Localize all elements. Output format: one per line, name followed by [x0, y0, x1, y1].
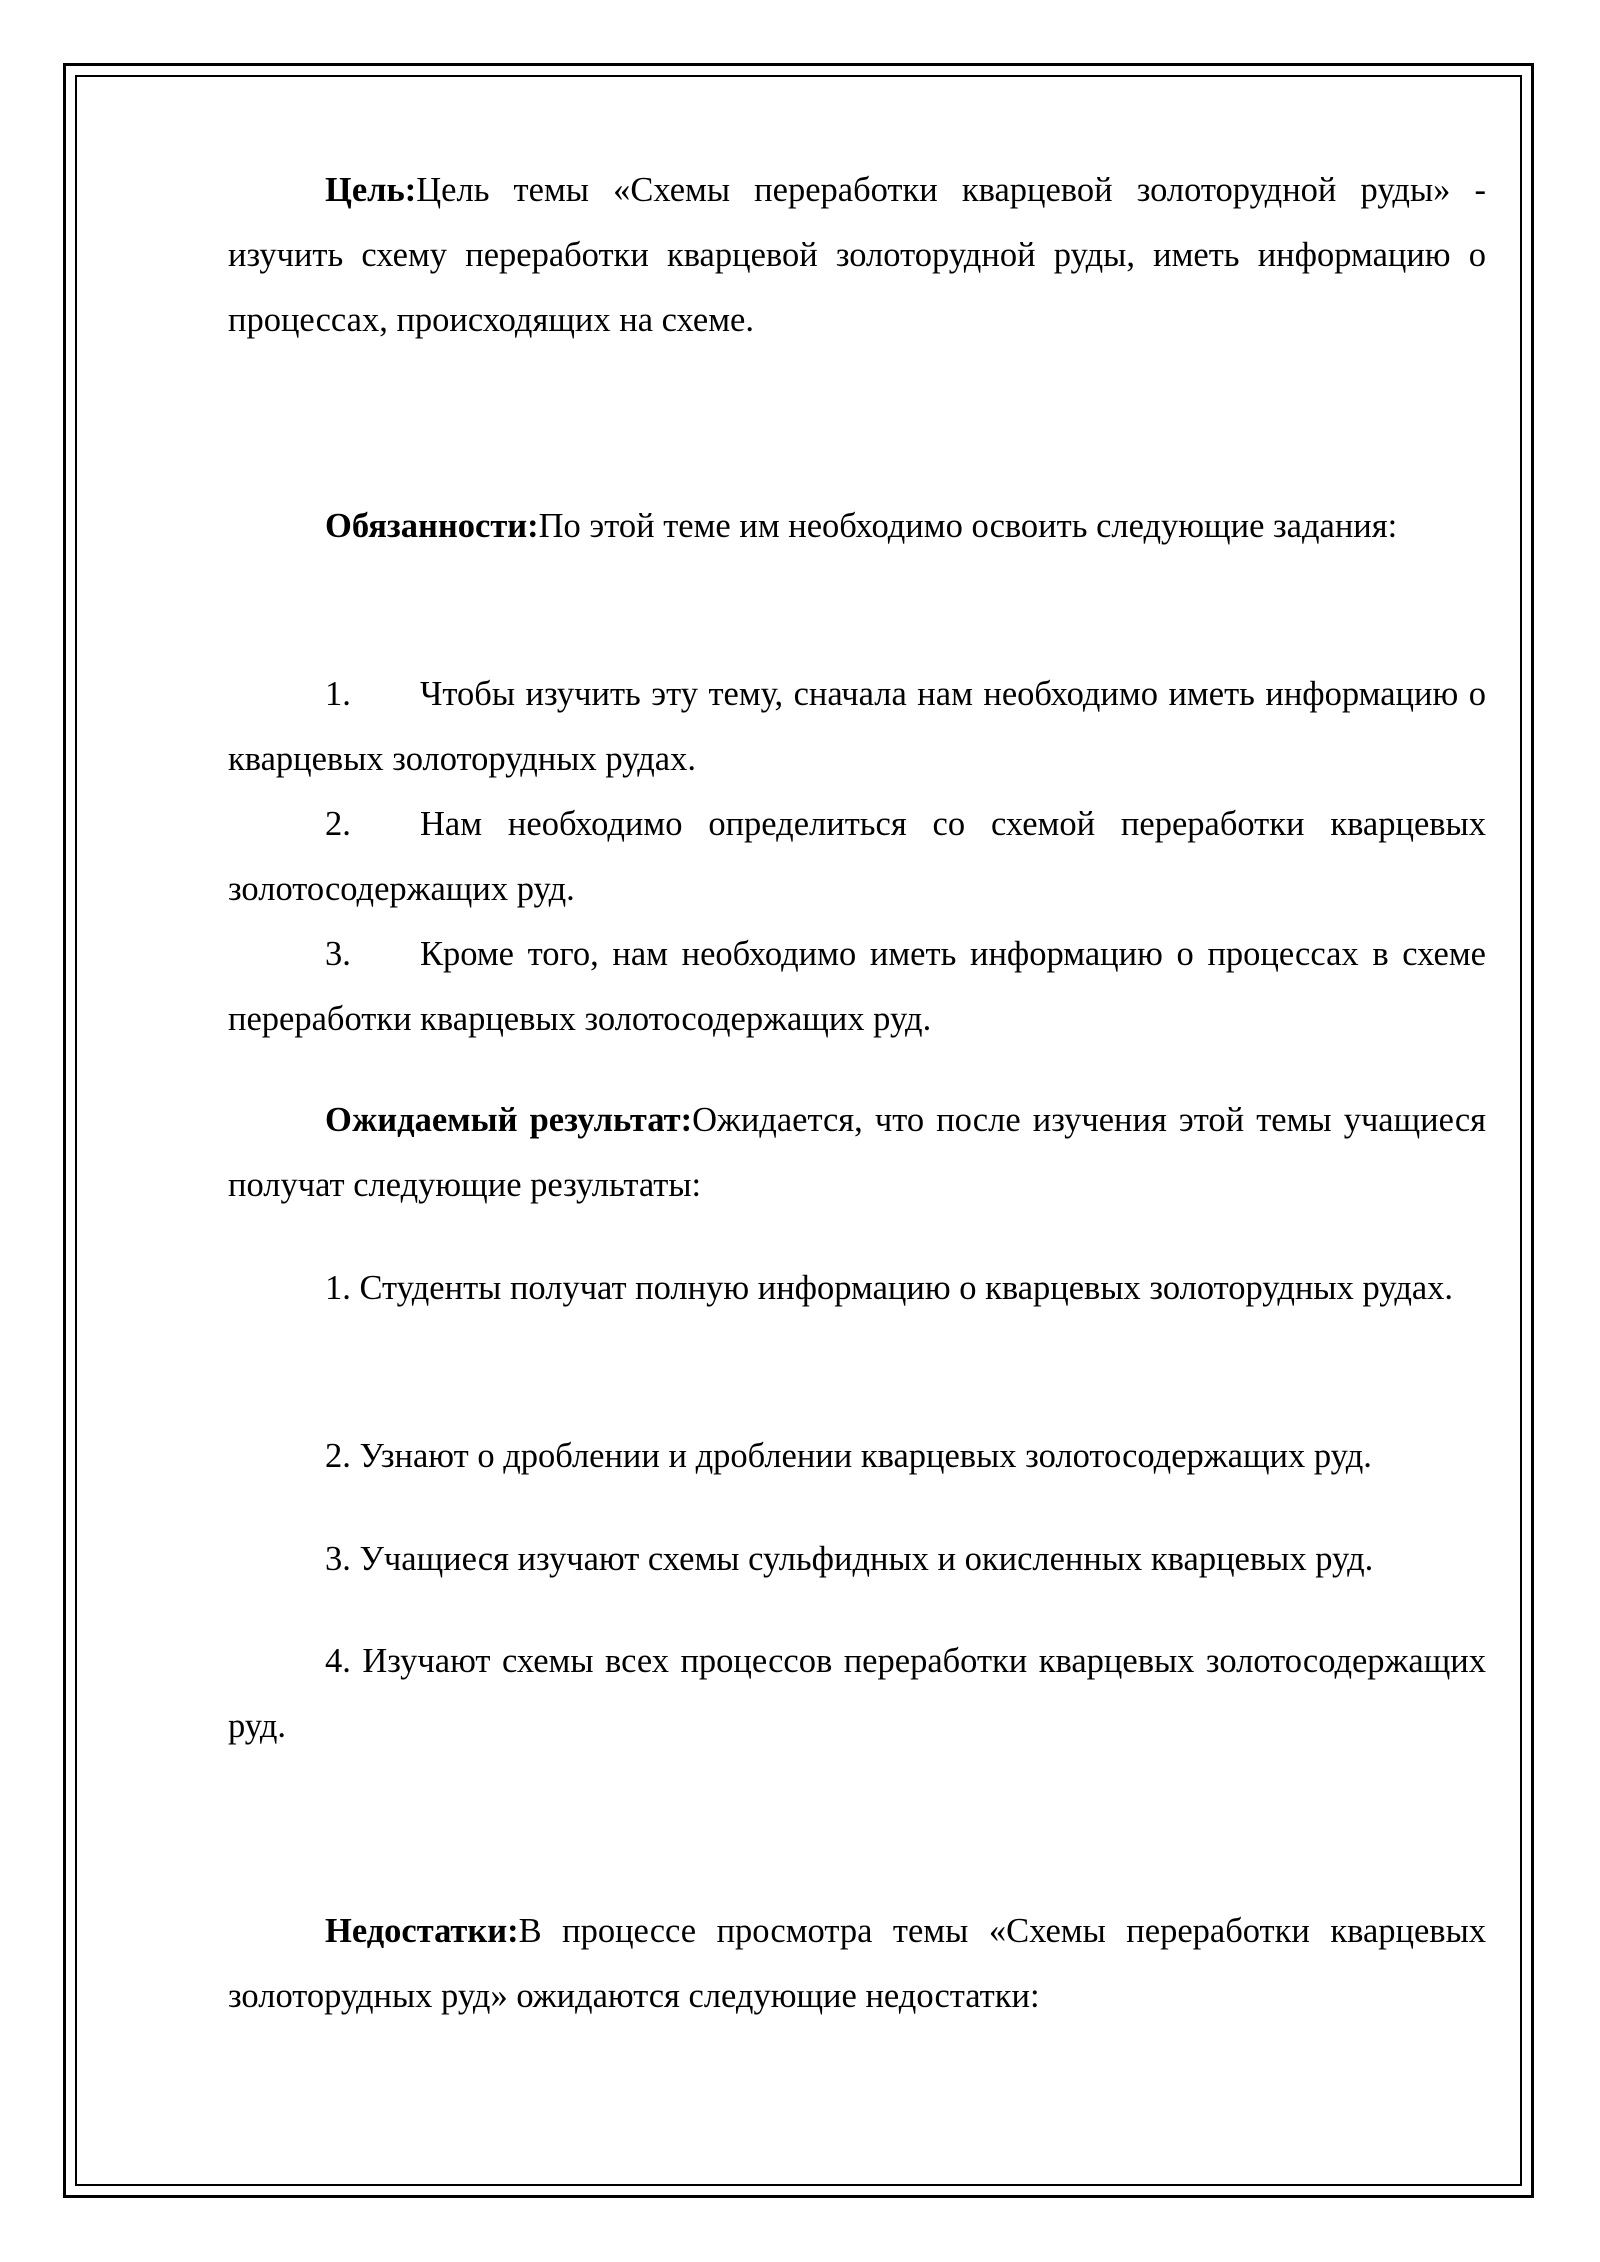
duties-item-number: 2. [325, 805, 351, 843]
goal-paragraph [228, 158, 1486, 353]
expected-item-3: 3. Учащиеся изучают схемы сульфидных и окисленных кварцевых руд. [325, 1540, 1374, 1578]
duties-paragraph [228, 494, 1486, 559]
expected-item-1: 1. Студенты получат полную информацию о кварцевых золоторудных рудах. [325, 1269, 1454, 1307]
goal-label: Цель: [325, 171, 417, 209]
drawbacks-paragraph [228, 1899, 1486, 2029]
drawbacks-text: В процессе просмотра темы «Схемы переработки кварцевых золоторудных руд» ожидаются следующие недостатки: [228, 1912, 1486, 2015]
duties-item-number: 3. [325, 935, 351, 973]
duties-item-2 [228, 792, 1486, 922]
duties-item-3 [228, 922, 1486, 1052]
duties-item-text: Кроме того, нам необходимо иметь информацию о процессах в схеме переработки кварцевых золотосодержащих руд. [228, 935, 1486, 1038]
duties-text: По этой теме им необходимо освоить следующие задания: [538, 507, 1398, 545]
expected-item-4: 4. Изучают схемы всех процессов переработки кварцевых золотосодержащих руд. [228, 1642, 1486, 1745]
drawbacks-label: Недостатки: [325, 1912, 519, 1950]
duties-item-number: 1. [325, 675, 351, 713]
duties-item-1 [228, 662, 1486, 792]
expected-label: Ожидаемый результат: [325, 1101, 693, 1139]
expected-item-2: 2. Узнают о дроблении и дроблении кварцевых золотосодержащих руд. [325, 1437, 1372, 1475]
duties-item-text: Чтобы изучить эту тему, сначала нам необходимо иметь информацию о кварцевых золоторудных рудах. [228, 675, 1486, 778]
duties-label: Обязанности: [325, 507, 539, 545]
goal-text: Цель темы «Схемы переработки кварцевой золоторудной руды» - изучить схему переработки кварцевой золоторудной руды, иметь информацию о процессах, происходящих на схеме. [228, 171, 1486, 339]
duties-item-text: Нам необходимо определиться со схемой переработки кварцевых золотосодержащих руд. [228, 805, 1486, 908]
expected-paragraph [228, 1088, 1486, 1218]
expected-text: Ожидается, что после изучения этой темы учащиеся получат следующие результаты: [228, 1101, 1486, 1204]
